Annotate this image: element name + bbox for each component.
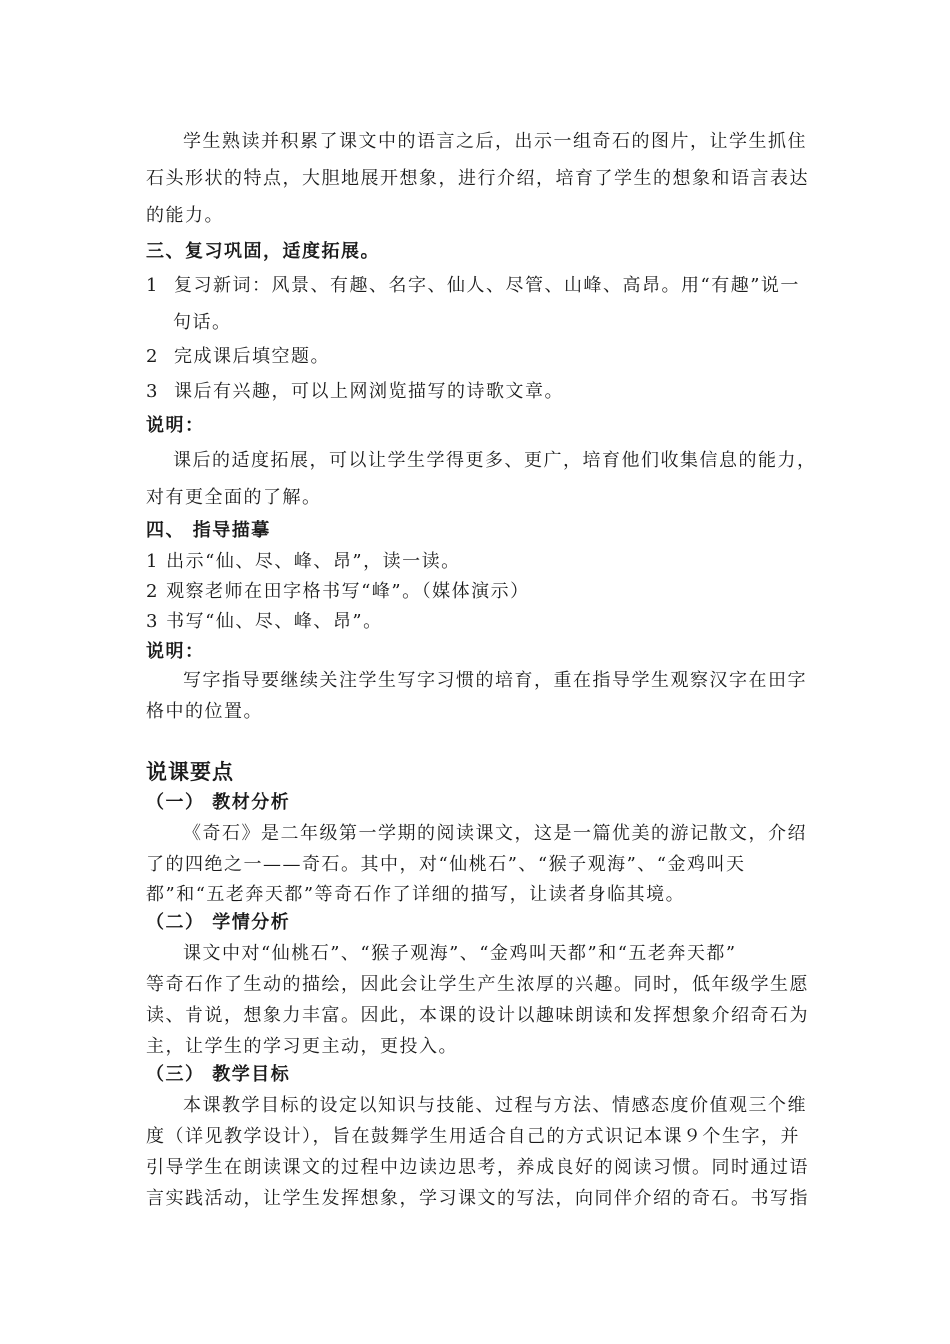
paragraph-line: 了的四绝之一——奇石。其中，对“仙桃石”、“猴子观海”、“金鸡叫天 (146, 854, 746, 875)
paragraph-line: 等奇石作了生动的描绘，因此会让学生产生浓厚的兴趣。同时，低年级学生愿 (146, 974, 809, 995)
paragraph-line: 引导学生在朗读课文的过程中边读边思考，养成良好的阅读习惯。同时通过语 (146, 1157, 809, 1178)
paragraph-line: 《奇石》是二年级第一学期的阅读课文，这是一篇优美的游记散文，介绍 (183, 823, 807, 844)
subsection-heading: （二） 学情分析 (146, 912, 291, 933)
list-text: 复习新词：风景、有趣、名字、仙人、尽管、山峰、高昂。用“有趣”说一 (174, 275, 800, 296)
list-item: 3 书写“仙、尽、峰、昂”。 (146, 611, 383, 632)
subsection-heading: （一） 教材分析 (146, 792, 291, 813)
list-item (146, 271, 800, 297)
paragraph-line: 都”和“五老奔天都”等奇石作了详细的描写，让读者身临其境。 (146, 884, 686, 905)
paragraph-line: 写字指导要继续关注学生写字习惯的培育，重在指导学生观察汉字在田字 (183, 670, 807, 691)
list-item-continuation: 句话。 (173, 312, 232, 333)
paragraph-line: 格中的位置。 (146, 701, 263, 722)
list-number: 1 (146, 275, 159, 296)
paragraph-line: 学生熟读并积累了课文中的语言之后，出示一组奇石的图片，让学生抓住 (183, 131, 807, 152)
paragraph-line: 的能力。 (146, 205, 224, 226)
section-heading: 三、复习巩固，适度拓展。 (146, 241, 380, 262)
paragraph-line: 度（详见教学设计），旨在鼓舞学生用适合自己的方式识记本课９个生字，并 (146, 1126, 800, 1147)
list-item (146, 342, 330, 368)
list-text: 完成课后填空题。 (174, 346, 330, 367)
section-heading: 四、 指导描摹 (146, 520, 271, 541)
paragraph-line: 言实践活动，让学生发挥想象，学习课文的写法，向同伴介绍的奇石。书写指 (146, 1188, 809, 1209)
paragraph-line: 读、肯说，想象力丰富。因此，本课的设计以趣味朗读和发挥想象介绍奇石为 (146, 1005, 809, 1026)
note-label: 说明： (146, 641, 205, 662)
paragraph-line: 课后的适度拓展，可以让学生学得更多、更广，培育他们收集信息的能力， (173, 450, 817, 471)
list-text: 课后有兴趣，可以上网浏览描写的诗歌文章。 (174, 381, 564, 402)
paragraph-line: 主，让学生的学习更主动，更投入。 (146, 1036, 458, 1057)
paragraph-line: 石头形状的特点，大胆地展开想象，进行介绍，培育了学生的想象和语言表达 (146, 168, 809, 189)
list-item (146, 377, 564, 403)
note-label: 说明： (146, 415, 205, 436)
list-number: 3 (146, 381, 159, 402)
paragraph-line: 本课教学目标的设定以知识与技能、过程与方法、情感态度价值观三个维 (183, 1095, 807, 1116)
page-title: 说课要点 (146, 760, 234, 784)
subsection-heading: （三） 教学目标 (146, 1064, 291, 1085)
paragraph-line: 对有更全面的了解。 (146, 487, 322, 508)
paragraph-line: 课文中对“仙桃石”、“猴子观海”、“金鸡叫天都”和“五老奔天都” (183, 943, 737, 964)
list-item: 2 观察老师在田字格书写“峰”。（媒体演示） (146, 581, 530, 602)
list-item: 1 出示“仙、尽、峰、昂”，读一读。 (146, 551, 461, 572)
list-number: 2 (146, 346, 159, 367)
